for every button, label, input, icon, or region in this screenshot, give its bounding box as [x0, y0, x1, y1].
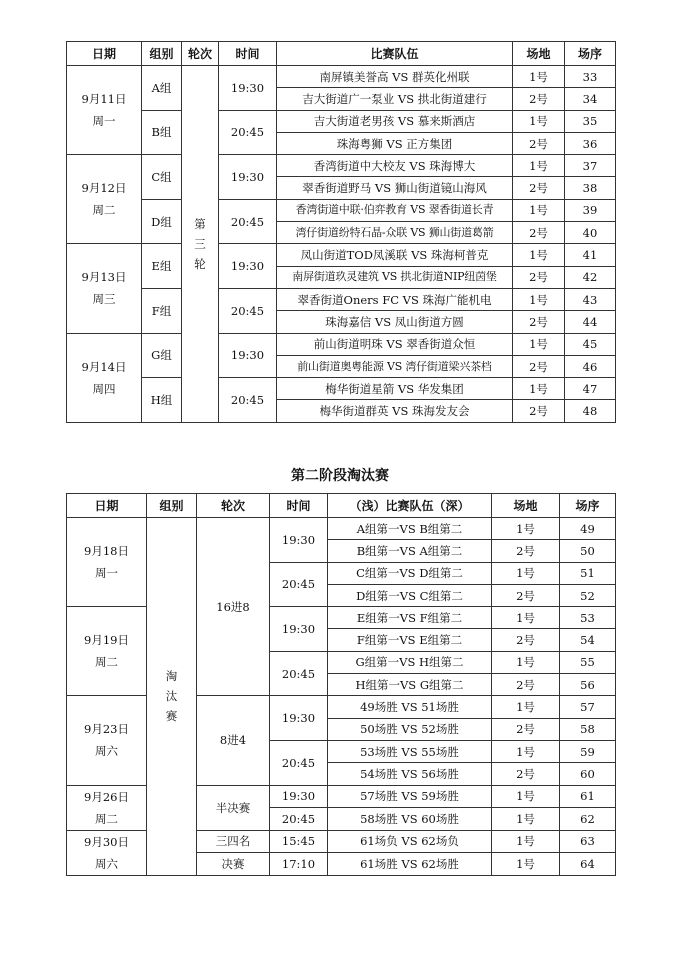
match-no-cell: 45	[565, 333, 616, 355]
time-cell: 19:30	[270, 607, 328, 652]
time-cell: 20:45	[270, 740, 328, 785]
match-no-cell: 62	[560, 808, 616, 831]
table-row	[67, 378, 616, 400]
teams-cell: 凤山街道TOD凤溪联 VS 珠海柯普克	[277, 244, 513, 266]
venue-cell: 1号	[492, 853, 560, 876]
teams-cell: 南屏镇美誉高 VS 群英化州联	[277, 66, 513, 88]
venue-cell: 1号	[513, 288, 565, 310]
venue-cell: 1号	[492, 785, 560, 808]
weekday: 周六	[95, 856, 118, 871]
match-no-cell: 35	[565, 110, 616, 132]
table-header-row	[67, 42, 616, 66]
match-no-cell: 46	[565, 355, 616, 377]
match-no-cell: 63	[560, 830, 616, 853]
group-cell: E组	[142, 244, 182, 289]
match-no-cell: 33	[565, 66, 616, 88]
group-cell: H组	[142, 378, 182, 423]
teams-cell: 61场胜 VS 62场胜	[328, 853, 492, 876]
teams-cell: 香湾街道中联·伯弈教育 VS 翠香街道长青	[277, 199, 513, 221]
header-teams: （浅）比赛队伍（深）	[328, 494, 492, 518]
teams-cell: 54场胜 VS 56场胜	[328, 763, 492, 785]
match-no-cell: 44	[565, 311, 616, 333]
venue-cell: 1号	[513, 66, 565, 88]
teams-cell: 49场胜 VS 51场胜	[328, 696, 492, 718]
match-no-cell: 53	[560, 607, 616, 629]
match-no-cell: 40	[565, 222, 616, 244]
time-cell: 17:10	[270, 853, 328, 876]
match-no-cell: 60	[560, 763, 616, 785]
header-teams: 比赛队伍	[277, 42, 513, 66]
venue-cell: 1号	[513, 378, 565, 400]
venue-cell: 1号	[492, 740, 560, 762]
round-cell: 8进4	[197, 696, 270, 785]
teams-cell: 吉大街道老男孩 VS 慕来斯酒店	[277, 110, 513, 132]
teams-cell: E组第一VS F组第二	[328, 607, 492, 629]
time-cell: 15:45	[270, 830, 328, 853]
date-cell	[67, 244, 142, 333]
venue-cell: 2号	[513, 311, 565, 333]
match-no-cell: 54	[560, 629, 616, 651]
teams-cell: 53场胜 VS 55场胜	[328, 740, 492, 762]
weekday: 周二	[92, 203, 116, 218]
stage2-knockout-table	[66, 493, 616, 876]
teams-cell: 香湾街道中大校友 VS 珠海博大	[277, 155, 513, 177]
teams-cell: 前山街道明珠 VS 翠香街道众恒	[277, 333, 513, 355]
teams-cell: A组第一VS B组第二	[328, 518, 492, 540]
venue-cell: 2号	[513, 132, 565, 154]
venue-cell: 2号	[492, 540, 560, 562]
teams-cell: 58场胜 VS 60场胜	[328, 808, 492, 831]
match-no-cell: 57	[560, 696, 616, 718]
date: 9月13日	[81, 270, 127, 285]
match-no-cell: 43	[565, 288, 616, 310]
match-no-cell: 34	[565, 88, 616, 110]
date-cell	[67, 785, 147, 830]
weekday: 周三	[92, 292, 116, 307]
match-no-cell: 41	[565, 244, 616, 266]
date: 9月23日	[84, 722, 129, 737]
venue-cell: 1号	[513, 110, 565, 132]
date: 9月19日	[84, 633, 129, 648]
teams-cell: 57场胜 VS 59场胜	[328, 785, 492, 808]
round-cell: 三四名	[197, 830, 270, 853]
stage1-schedule-table	[66, 41, 616, 423]
match-no-cell: 58	[560, 718, 616, 740]
teams-cell: C组第一VS D组第二	[328, 562, 492, 584]
date-cell	[67, 696, 147, 785]
header-venue: 场地	[513, 42, 565, 66]
teams-cell: 翠香街道Oners FC VS 珠海广能机电	[277, 288, 513, 310]
venue-cell: 2号	[492, 718, 560, 740]
teams-cell: 50场胜 VS 52场胜	[328, 718, 492, 740]
date: 9月26日	[84, 789, 129, 804]
time-cell: 20:45	[219, 199, 277, 244]
teams-cell: D组第一VS C组第二	[328, 584, 492, 606]
teams-cell: 梅华街道星箭 VS 华发集团	[277, 378, 513, 400]
venue-cell: 1号	[492, 830, 560, 853]
teams-cell: 吉大街道广一泵业 VS 拱北街道建行	[277, 88, 513, 110]
header-match-no: 场序	[565, 42, 616, 66]
group-cell: A组	[142, 66, 182, 111]
header-round: 轮次	[197, 494, 270, 518]
venue-cell: 1号	[513, 199, 565, 221]
weekday: 周一	[95, 566, 118, 581]
venue-cell: 1号	[492, 562, 560, 584]
header-round: 轮次	[182, 42, 219, 66]
venue-cell: 1号	[492, 607, 560, 629]
weekday: 周六	[95, 744, 118, 759]
venue-cell: 1号	[492, 651, 560, 673]
weekday: 周二	[95, 655, 118, 670]
date-cell	[67, 66, 142, 155]
time-cell: 20:45	[219, 288, 277, 333]
header-group: 组别	[147, 494, 197, 518]
time-cell: 20:45	[219, 378, 277, 423]
venue-cell: 2号	[513, 400, 565, 422]
group-cell: G组	[142, 333, 182, 378]
time-cell: 19:30	[219, 333, 277, 378]
group-cell: 淘 汰 赛	[147, 518, 197, 876]
header-venue: 场地	[492, 494, 560, 518]
teams-cell: 珠海嘉信 VS 凤山街道方圆	[277, 311, 513, 333]
date: 9月14日	[81, 359, 127, 374]
header-time: 时间	[270, 494, 328, 518]
match-no-cell: 61	[560, 785, 616, 808]
venue-cell: 2号	[513, 222, 565, 244]
teams-cell: 翠香街道野马 VS 狮山街道镜山海风	[277, 177, 513, 199]
venue-cell: 2号	[513, 177, 565, 199]
venue-cell: 2号	[513, 88, 565, 110]
match-no-cell: 39	[565, 199, 616, 221]
venue-cell: 2号	[513, 355, 565, 377]
group-cell: F组	[142, 288, 182, 333]
weekday: 周一	[92, 114, 116, 129]
match-no-cell: 37	[565, 155, 616, 177]
time-cell: 20:45	[219, 110, 277, 155]
match-no-cell: 59	[560, 740, 616, 762]
header-date: 日期	[67, 42, 142, 66]
match-no-cell: 47	[565, 378, 616, 400]
match-no-cell: 55	[560, 651, 616, 673]
time-cell: 19:30	[219, 155, 277, 200]
venue-cell: 1号	[492, 808, 560, 831]
teams-cell: 南屏街道玖灵建筑 VS 拱北街道NIP纽茵堡	[277, 266, 513, 288]
date-cell	[67, 333, 142, 422]
group-cell: D组	[142, 199, 182, 244]
match-no-cell: 48	[565, 400, 616, 422]
group-cell: B组	[142, 110, 182, 155]
table-header-row	[67, 494, 616, 518]
header-match-no: 场序	[560, 494, 616, 518]
match-no-cell: 51	[560, 562, 616, 584]
venue-cell: 2号	[492, 629, 560, 651]
table-row	[67, 155, 616, 177]
venue-cell: 1号	[513, 333, 565, 355]
stage2-title: 第二阶段淘汰赛	[291, 468, 389, 484]
match-no-cell: 64	[560, 853, 616, 876]
match-no-cell: 36	[565, 132, 616, 154]
teams-cell: G组第一VS H组第二	[328, 651, 492, 673]
teams-cell: 珠海粤狮 VS 正方集团	[277, 132, 513, 154]
teams-cell: 湾仔街道纷特石晶-众联 VS 狮山街道葛箭	[277, 222, 513, 244]
date-cell	[67, 607, 147, 696]
teams-cell: F组第一VS E组第二	[328, 629, 492, 651]
time-cell: 19:30	[219, 244, 277, 289]
venue-cell: 2号	[492, 674, 560, 696]
header-group: 组别	[142, 42, 182, 66]
table-row	[67, 66, 616, 88]
date: 9月30日	[84, 834, 129, 849]
round-cell: 第 三 轮	[182, 66, 219, 423]
date: 9月18日	[84, 544, 129, 559]
round-cell: 决赛	[197, 853, 270, 876]
teams-cell: 前山街道奥粤能源 VS 湾仔街道梁兴茶档	[277, 355, 513, 377]
table-row	[67, 288, 616, 310]
table-row	[67, 518, 616, 540]
time-cell: 19:30	[270, 785, 328, 808]
time-cell: 20:45	[270, 808, 328, 831]
match-no-cell: 42	[565, 266, 616, 288]
weekday: 周四	[92, 381, 116, 396]
round-cell: 16进8	[197, 518, 270, 696]
match-no-cell: 38	[565, 177, 616, 199]
teams-cell: B组第一VS A组第二	[328, 540, 492, 562]
match-no-cell: 50	[560, 540, 616, 562]
date-cell	[67, 518, 147, 607]
table-row	[67, 333, 616, 355]
venue-cell: 2号	[492, 584, 560, 606]
venue-cell: 1号	[492, 518, 560, 540]
round-cell: 半决赛	[197, 785, 270, 830]
time-cell: 19:30	[270, 518, 328, 563]
date-cell	[67, 155, 142, 244]
date-cell	[67, 830, 147, 875]
match-no-cell: 49	[560, 518, 616, 540]
weekday: 周二	[95, 811, 118, 826]
time-cell: 19:30	[270, 696, 328, 741]
teams-cell: 61场负 VS 62场负	[328, 830, 492, 853]
venue-cell: 1号	[513, 155, 565, 177]
venue-cell: 2号	[492, 763, 560, 785]
venue-cell: 2号	[513, 266, 565, 288]
header-date: 日期	[67, 494, 147, 518]
venue-cell: 1号	[513, 244, 565, 266]
table-row	[67, 199, 616, 221]
teams-cell: 梅华街道群英 VS 珠海发友会	[277, 400, 513, 422]
teams-cell: H组第一VS G组第二	[328, 674, 492, 696]
date: 9月12日	[81, 181, 127, 196]
table-row	[67, 244, 616, 266]
time-cell: 20:45	[270, 651, 328, 696]
time-cell: 19:30	[219, 66, 277, 111]
time-cell: 20:45	[270, 562, 328, 607]
date: 9月11日	[81, 92, 127, 107]
match-no-cell: 52	[560, 584, 616, 606]
header-time: 时间	[219, 42, 277, 66]
group-cell: C组	[142, 155, 182, 200]
match-no-cell: 56	[560, 674, 616, 696]
table-row	[67, 110, 616, 132]
venue-cell: 1号	[492, 696, 560, 718]
